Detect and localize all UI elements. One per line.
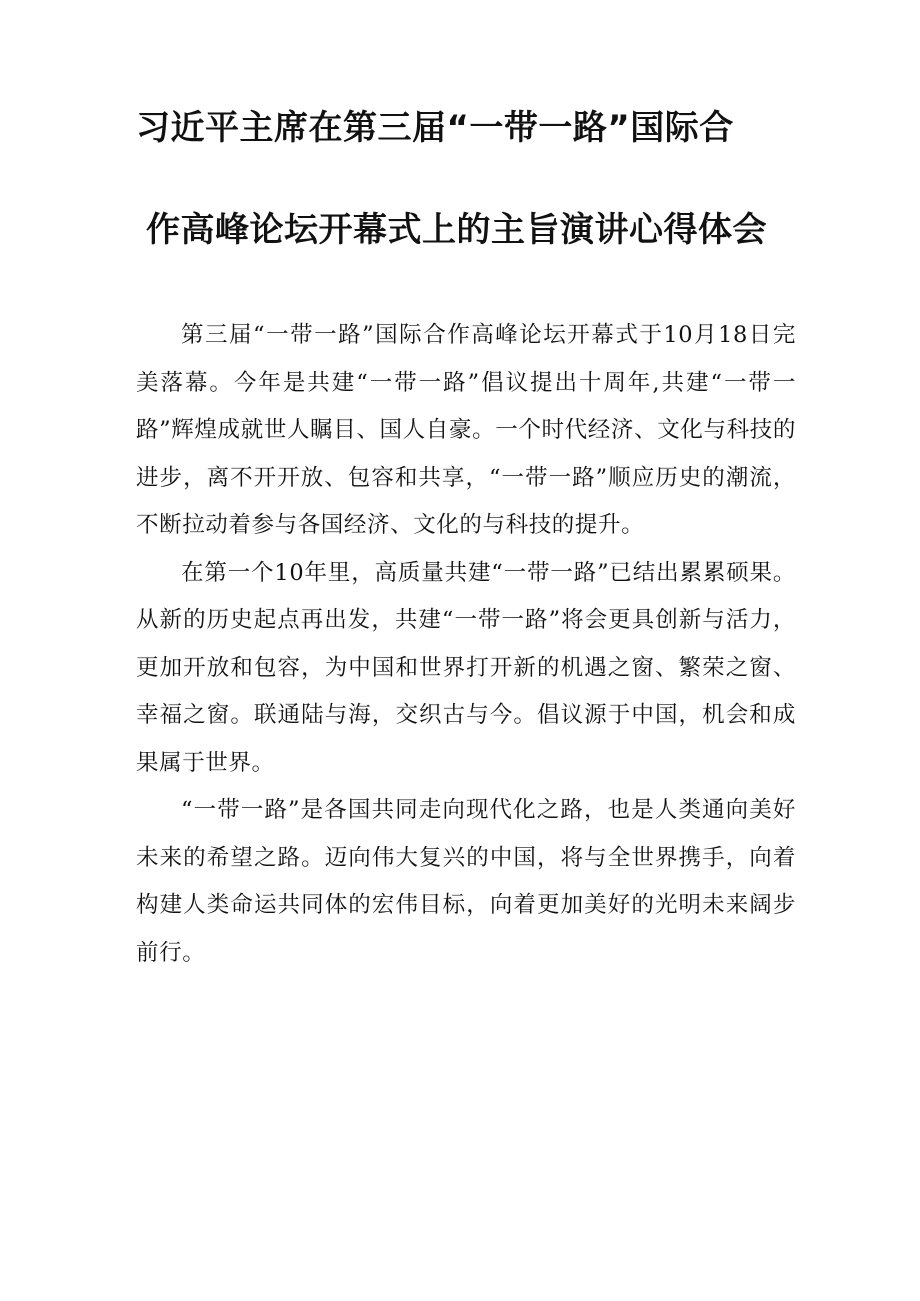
paragraph-1: 第三届“一带一路”国际合作高峰论坛开幕式于10月18日完美落幕。今年是共建“一带一路”倡议提出十周年,共建“一带一路”辉煌成就世人瞩目、国人自豪。一个时代经济、文化与科技的进步，离不开开放、包容和共享，“一带一路”顺应历史的潮流，不断拉动着参与各国经济、文化的与科技的提升。 <box>136 322 796 538</box>
document-title-line-1: 习近平主席在第三届“一带一路”国际合 <box>136 108 734 148</box>
paragraph-3: “一带一路”是各国共同走向现代化之路，也是人类通向美好未来的希望之路。迈向伟大复兴的中国，将与全世界携手，向着构建人类命运共同体的宏伟目标，向着更加美好的光明未来阔步前行。 <box>136 797 796 966</box>
document-title-line-2: 作高峰论坛开幕式上的主旨演讲心得体会 <box>146 210 767 250</box>
paragraph-2: 在第一个10年里，高质量共建“一带一路”已结出累累硕果。从新的历史起点再出发，共建“一带一路”将会更具创新与活力，更加开放和包容，为中国和世界打开新的机遇之窗、繁荣之窗、幸福之窗。联通陆与海，交织古与今。倡议源于中国，机会和成果属于世界。 <box>136 559 796 776</box>
document-body <box>136 312 796 977</box>
